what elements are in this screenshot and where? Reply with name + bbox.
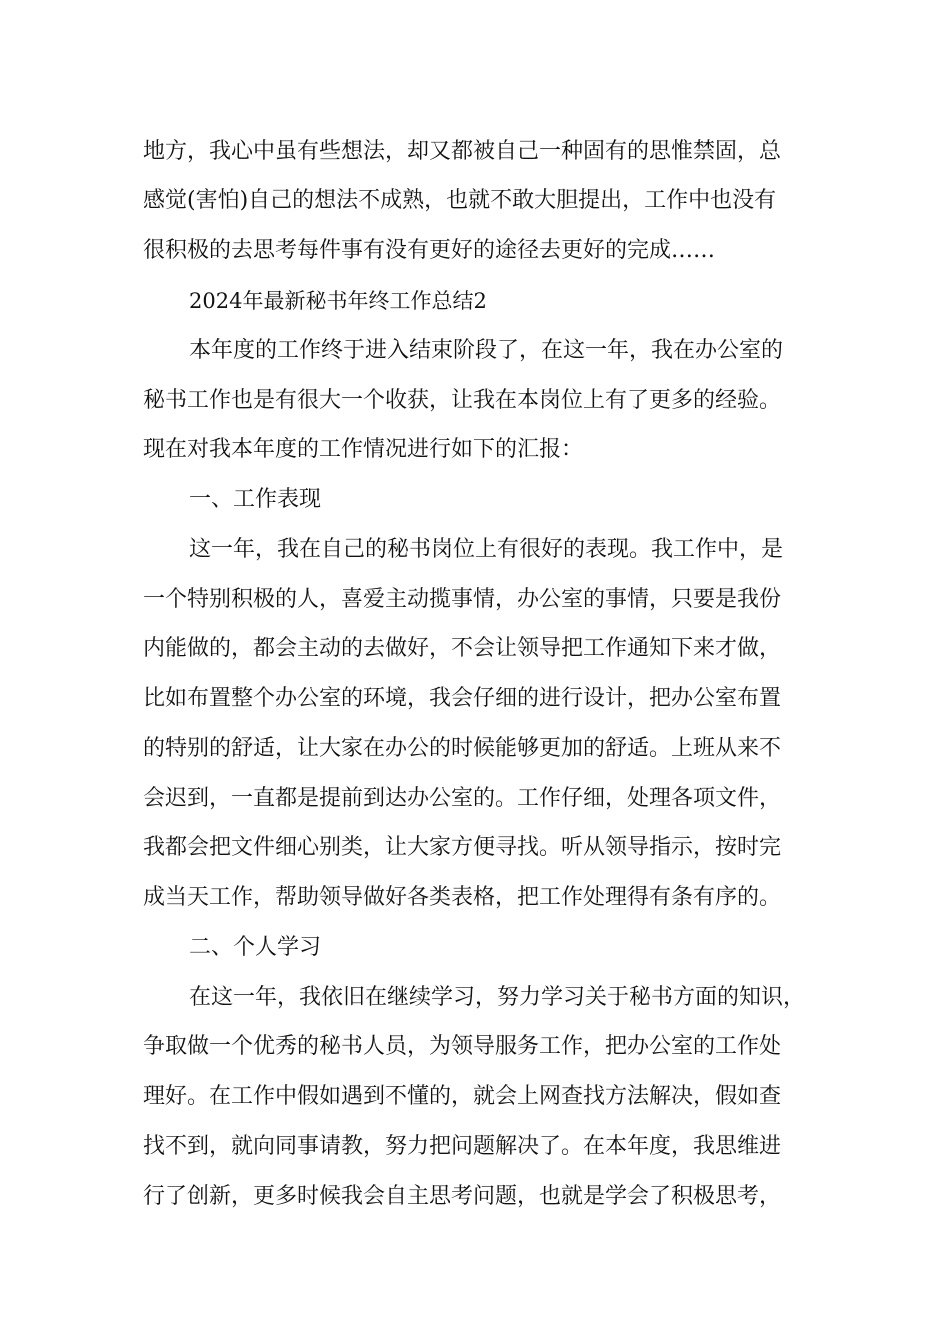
text-line: 一个特别积极的人，喜爱主动揽事情，办公室的事情，只要是我份 bbox=[143, 587, 782, 612]
text-line: 理好。在工作中假如遇到不懂的，就会上网查找方法解决，假如查 bbox=[143, 1084, 782, 1109]
text-line: 地方，我心中虽有些想法，却又都被自己一种固有的思惟禁固，总 bbox=[143, 139, 782, 164]
text-line: 本年度的工作终于进入结束阶段了，在这一年，我在办公室的 bbox=[189, 338, 784, 363]
text-line: 秘书工作也是有很大一个收获，让我在本岗位上有了更多的经验。 bbox=[143, 388, 782, 413]
text-line: 会迟到，一直都是提前到达办公室的。工作仔细，处理各项文件， bbox=[143, 786, 782, 811]
section-heading: 二、个人学习 bbox=[189, 935, 322, 960]
text-line: 在这一年，我依旧在继续学习，努力学习关于秘书方面的知识， bbox=[189, 985, 806, 1010]
text-line: 找不到，就向同事请教，努力把问题解决了。在本年度，我思维进 bbox=[143, 1134, 782, 1159]
text-line: 我都会把文件细心别类，让大家方便寻找。听从领导指示，按时完 bbox=[143, 835, 782, 860]
section-heading: 一、工作表现 bbox=[189, 487, 322, 512]
text-line: 很积极的去思考每件事有没有更好的途径去更好的完成…… bbox=[143, 238, 716, 263]
text-line: 成当天工作，帮助领导做好各类表格，把工作处理得有条有序的。 bbox=[143, 885, 782, 910]
text-line: 比如布置整个办公室的环境，我会仔细的进行设计，把办公室布置 bbox=[143, 686, 782, 711]
text-line: 感觉(害怕)自己的想法不成熟，也就不敢大胆提出，工作中也没有 bbox=[143, 188, 777, 213]
text-line: 这一年，我在自己的秘书岗位上有很好的表现。我工作中，是 bbox=[189, 537, 784, 562]
text-line: 行了创新，更多时候我会自主思考问题，也就是学会了积极思考， bbox=[143, 1184, 782, 1209]
text-line: 的特别的舒适，让大家在办公的时候能够更加的舒适。上班从来不 bbox=[143, 736, 782, 761]
section-title: 2024年最新秘书年终工作总结2 bbox=[189, 289, 487, 313]
text-line: 争取做一个优秀的秘书人员，为领导服务工作，把办公室的工作处 bbox=[143, 1034, 782, 1059]
text-line: 内能做的，都会主动的去做好，不会让领导把工作通知下来才做， bbox=[143, 636, 782, 661]
text-line: 现在对我本年度的工作情况进行如下的汇报： bbox=[143, 437, 584, 462]
